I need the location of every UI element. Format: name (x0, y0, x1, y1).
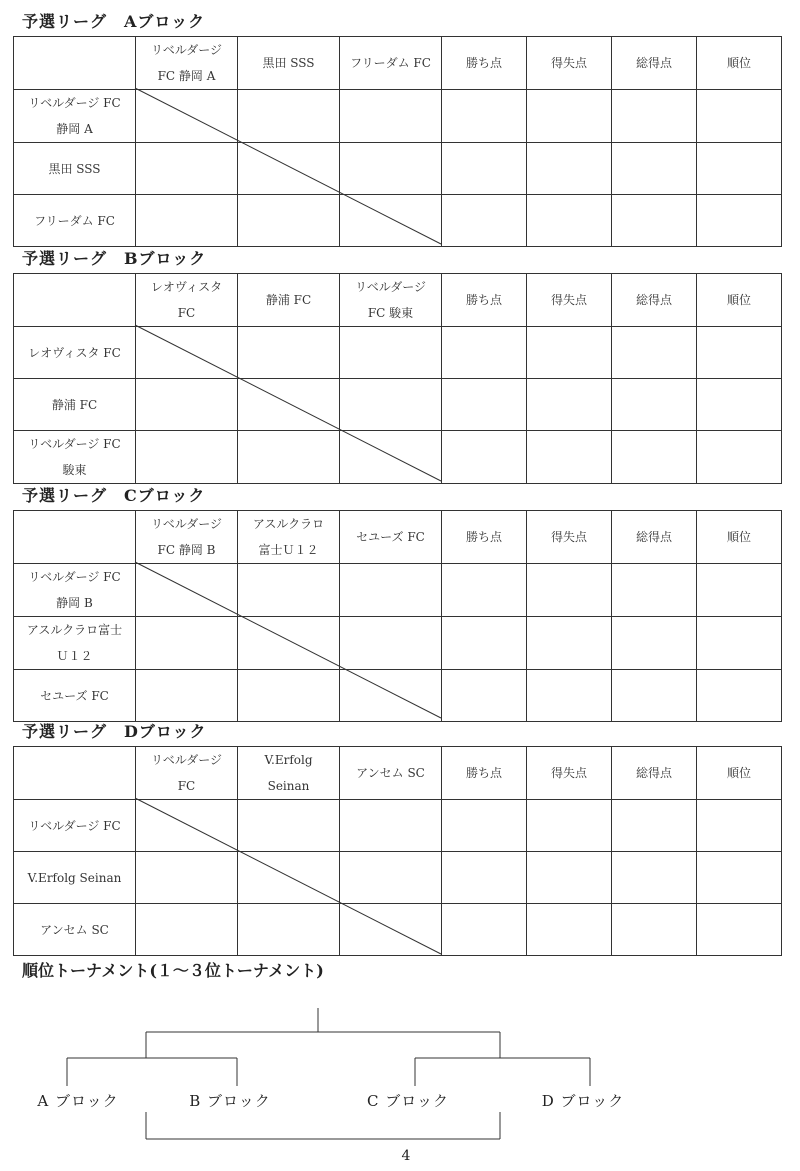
column-header: V.Erfolg Seinan (238, 747, 340, 800)
column-header: 順位 (697, 511, 782, 564)
score-cell (442, 379, 527, 431)
bracket-team-d: D ブロック (541, 1092, 625, 1110)
score-cell (238, 670, 340, 722)
corner-cell (14, 274, 136, 327)
score-cell (136, 800, 238, 852)
column-header: 得失点 (527, 274, 612, 327)
score-cell (697, 143, 782, 195)
score-cell (136, 564, 238, 617)
score-cell (442, 904, 527, 956)
column-header: 総得点 (612, 511, 697, 564)
score-cell (612, 564, 697, 617)
bracket-team-a: A ブロック (37, 1092, 119, 1110)
column-header: 得失点 (527, 37, 612, 90)
score-cell (238, 800, 340, 852)
score-cell (340, 617, 442, 670)
score-cell (238, 90, 340, 143)
score-cell (697, 327, 782, 379)
score-cell (442, 431, 527, 484)
score-cell (697, 379, 782, 431)
row-header: フリーダム FC (14, 195, 136, 247)
score-cell (442, 617, 527, 670)
page-number: 4 (401, 1148, 411, 1164)
score-cell (442, 90, 527, 143)
score-cell (136, 327, 238, 379)
score-cell (442, 143, 527, 195)
column-header: アンセム SC (340, 747, 442, 800)
score-cell (527, 379, 612, 431)
score-cell (612, 431, 697, 484)
score-cell (340, 800, 442, 852)
score-cell (136, 90, 238, 143)
league-table (13, 273, 782, 484)
column-header: 総得点 (612, 747, 697, 800)
row-header: アンセム SC (14, 904, 136, 956)
score-cell (527, 800, 612, 852)
tournament-title: 順位トーナメント(１～３位トーナメント) (22, 961, 324, 980)
column-header: 得失点 (527, 747, 612, 800)
score-cell (136, 195, 238, 247)
column-header: リベルダージ FC 静岡 A (136, 37, 238, 90)
score-cell (527, 143, 612, 195)
score-cell (527, 327, 612, 379)
column-header: 得失点 (527, 511, 612, 564)
score-cell (136, 852, 238, 904)
score-cell (238, 431, 340, 484)
score-cell (612, 195, 697, 247)
score-cell (442, 327, 527, 379)
column-header: 順位 (697, 274, 782, 327)
column-header: リベルダージ FC 駿東 (340, 274, 442, 327)
score-cell (340, 564, 442, 617)
score-cell (340, 195, 442, 247)
score-cell (238, 327, 340, 379)
score-cell (612, 904, 697, 956)
score-cell (527, 90, 612, 143)
tournament-bracket (0, 990, 800, 1150)
score-cell (136, 431, 238, 484)
column-header: リベルダージ FC (136, 747, 238, 800)
column-header: 勝ち点 (442, 747, 527, 800)
column-header: アスルクラロ 富士Ｕ１２ (238, 511, 340, 564)
block-title: 予選リーグ Bブロック (22, 249, 207, 268)
score-cell (697, 431, 782, 484)
score-cell (442, 800, 527, 852)
score-cell (612, 90, 697, 143)
score-cell (442, 564, 527, 617)
score-cell (612, 800, 697, 852)
column-header: 黒田 SSS (238, 37, 340, 90)
score-cell (697, 617, 782, 670)
score-cell (612, 327, 697, 379)
league-table (13, 36, 782, 247)
score-cell (697, 90, 782, 143)
bracket-team-b: B ブロック (189, 1092, 271, 1110)
score-cell (442, 852, 527, 904)
score-cell (238, 617, 340, 670)
score-cell (697, 852, 782, 904)
block-title: 予選リーグ Dブロック (22, 722, 207, 741)
score-cell (527, 670, 612, 722)
score-cell (136, 904, 238, 956)
score-cell (238, 852, 340, 904)
score-cell (238, 143, 340, 195)
score-cell (442, 670, 527, 722)
column-header: 順位 (697, 37, 782, 90)
corner-cell (14, 747, 136, 800)
column-header: リベルダージ FC 静岡 B (136, 511, 238, 564)
score-cell (340, 904, 442, 956)
score-cell (340, 327, 442, 379)
column-header: レオヴィスタ FC (136, 274, 238, 327)
score-cell (442, 195, 527, 247)
score-cell (527, 617, 612, 670)
row-header: セユーズ FC (14, 670, 136, 722)
score-cell (340, 143, 442, 195)
column-header: 総得点 (612, 37, 697, 90)
column-header: 勝ち点 (442, 37, 527, 90)
score-cell (612, 379, 697, 431)
score-cell (527, 904, 612, 956)
league-table (13, 510, 782, 722)
column-header: 勝ち点 (442, 274, 527, 327)
score-cell (340, 670, 442, 722)
score-cell (697, 670, 782, 722)
row-header: 黒田 SSS (14, 143, 136, 195)
score-cell (697, 195, 782, 247)
column-header: 静浦 FC (238, 274, 340, 327)
score-cell (238, 904, 340, 956)
score-cell (340, 431, 442, 484)
row-header: レオヴィスタ FC (14, 327, 136, 379)
score-cell (340, 379, 442, 431)
corner-cell (14, 511, 136, 564)
column-header: 総得点 (612, 274, 697, 327)
row-header: 静浦 FC (14, 379, 136, 431)
row-header: リベルダージ FC 駿東 (14, 431, 136, 484)
score-cell (697, 904, 782, 956)
score-cell (697, 564, 782, 617)
row-header: V.Erfolg Seinan (14, 852, 136, 904)
score-cell (527, 852, 612, 904)
score-cell (340, 90, 442, 143)
row-header: アスルクラロ富士 Ｕ１２ (14, 617, 136, 670)
score-cell (340, 852, 442, 904)
score-cell (136, 670, 238, 722)
score-cell (527, 431, 612, 484)
block-title: 予選リーグ Cブロック (22, 486, 206, 505)
score-cell (527, 195, 612, 247)
score-cell (697, 800, 782, 852)
row-header: リベルダージ FC 静岡 B (14, 564, 136, 617)
score-cell (527, 564, 612, 617)
score-cell (612, 852, 697, 904)
score-cell (136, 379, 238, 431)
block-title: 予選リーグ Aブロック (22, 12, 206, 31)
bracket-team-c: C ブロック (367, 1092, 449, 1110)
score-cell (136, 143, 238, 195)
score-cell (612, 143, 697, 195)
score-cell (612, 670, 697, 722)
score-cell (238, 564, 340, 617)
row-header: リベルダージ FC (14, 800, 136, 852)
score-cell (238, 379, 340, 431)
column-header: 順位 (697, 747, 782, 800)
score-cell (136, 617, 238, 670)
column-header: セユーズ FC (340, 511, 442, 564)
score-cell (612, 617, 697, 670)
column-header: フリーダム FC (340, 37, 442, 90)
score-cell (238, 195, 340, 247)
column-header: 勝ち点 (442, 511, 527, 564)
row-header: リベルダージ FC 静岡 A (14, 90, 136, 143)
corner-cell (14, 37, 136, 90)
league-table (13, 746, 782, 956)
